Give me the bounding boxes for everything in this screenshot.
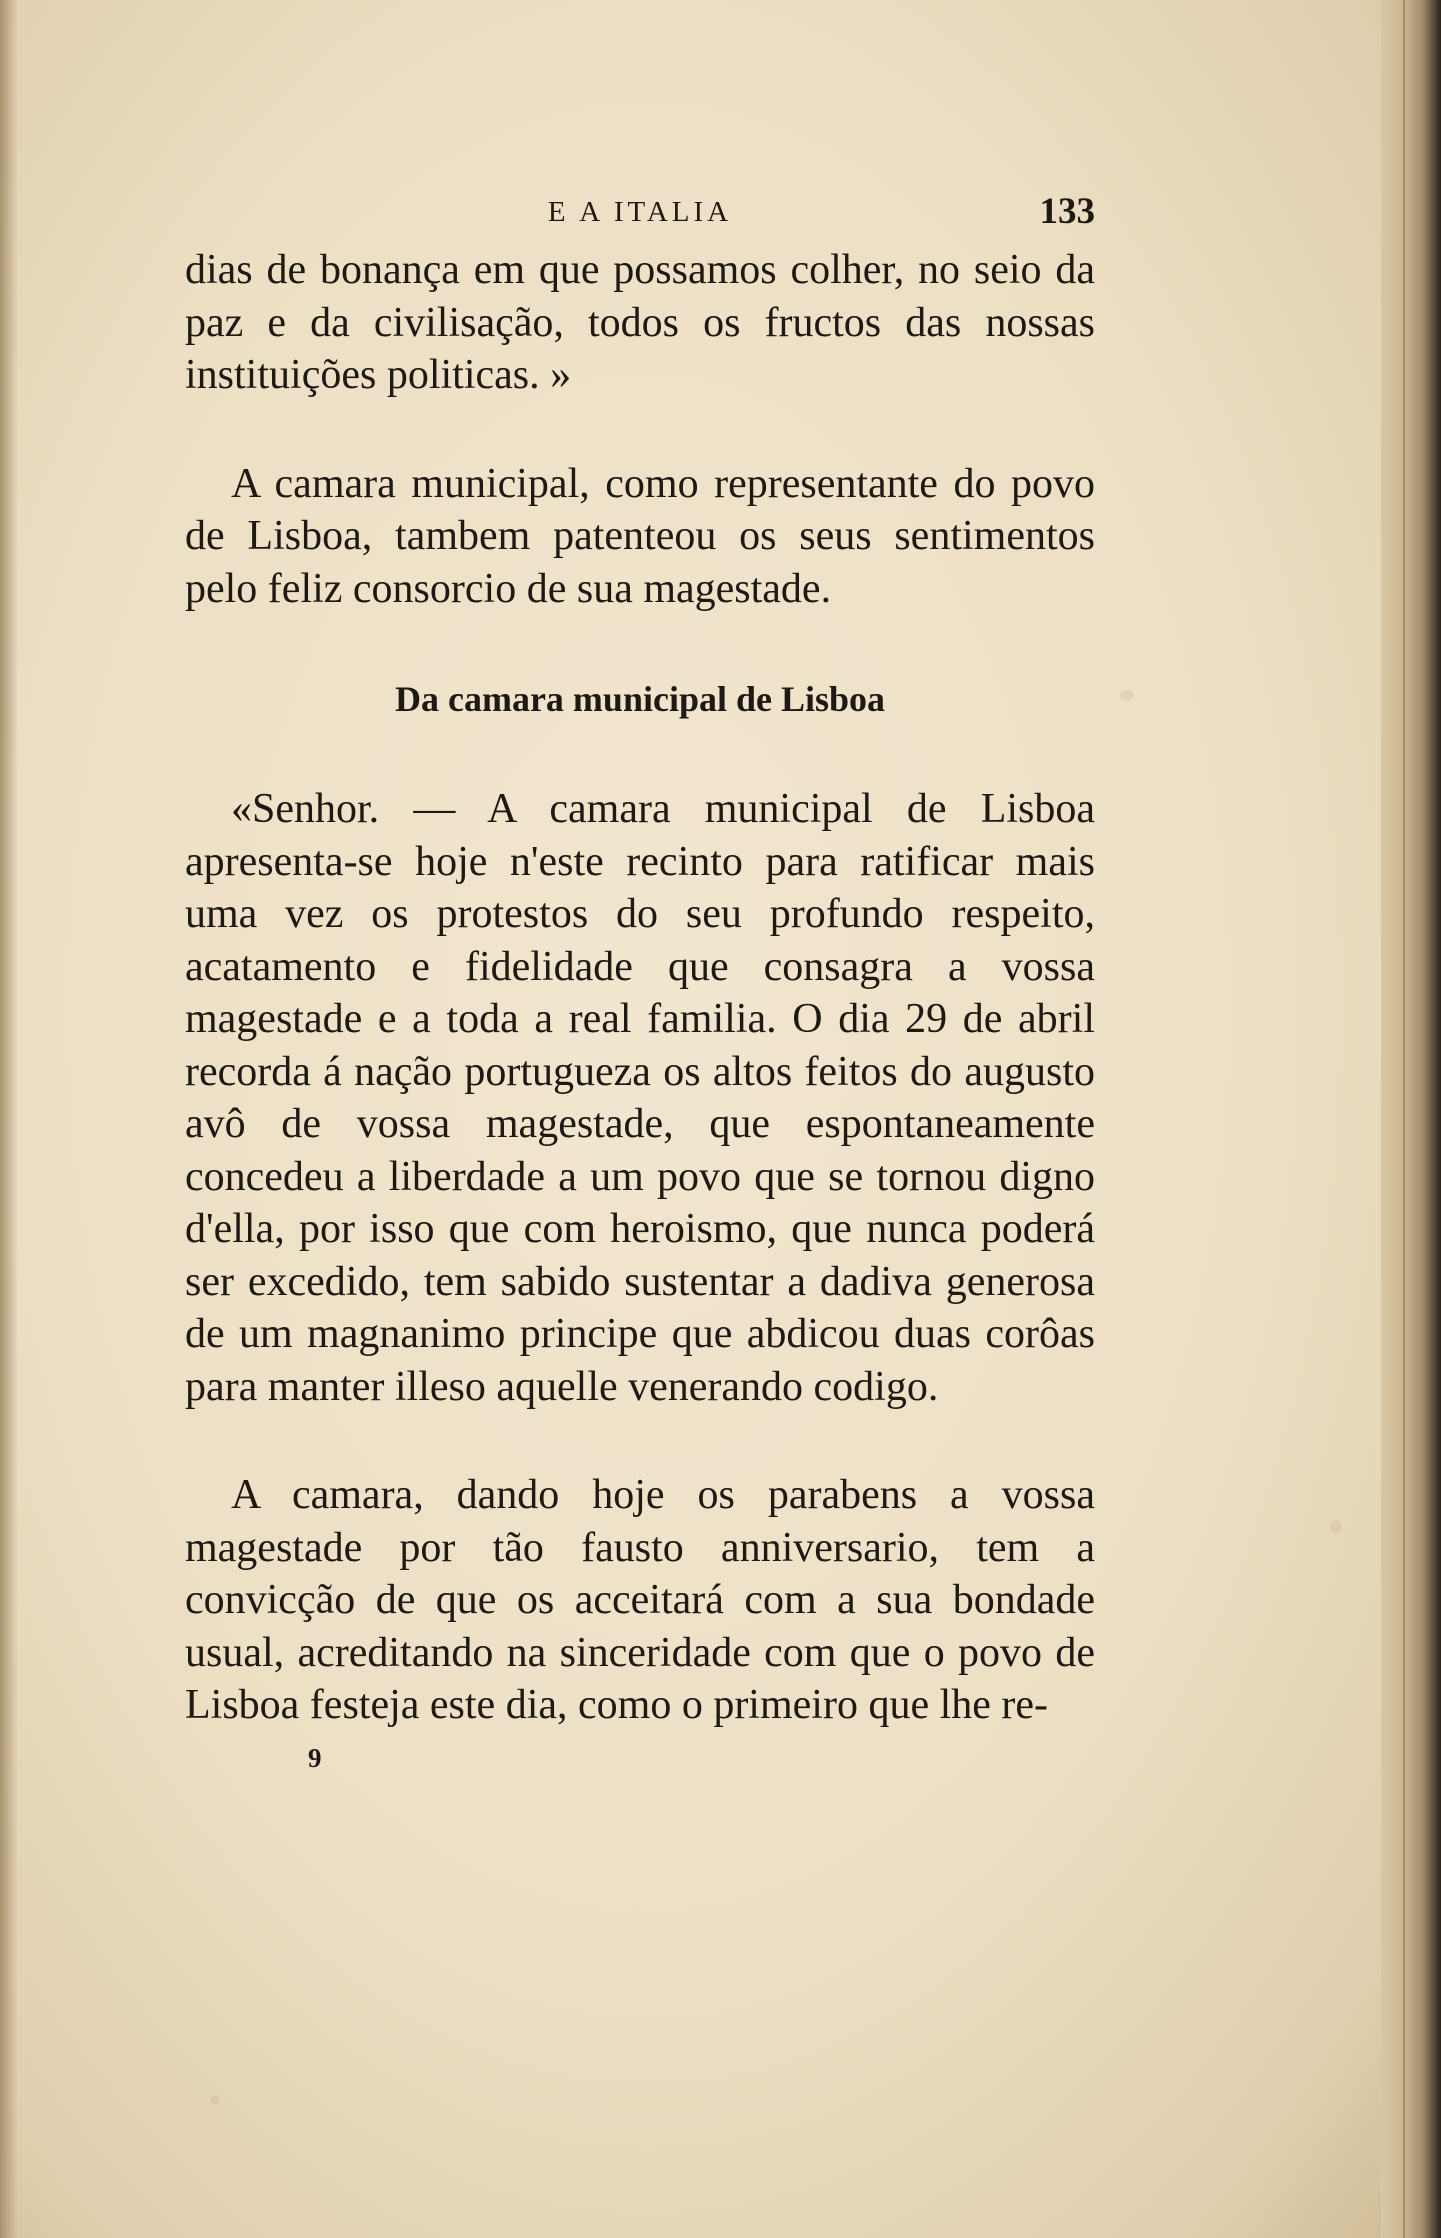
paragraph-continuation: dias de bonança em que possamos colher, no seio da paz e da civilisação, todos os fructos das nossas instituições politicas. » — [185, 247, 1095, 398]
book-spine-gutter — [1381, 0, 1441, 2238]
paragraph-senhor-address: «Senhor. — A camara municipal de Lisboa apresenta-se hoje n'este recinto para ratificar mais uma vez os protestos do seu profundo respeito, acatamento e fidelidade que consagra a vossa magestade e a toda a real familia. O dia 29 de abril recorda á nação portugueza os altos feitos do augusto avô de vossa magestade, que espontaneamente concedeu a liberdade a um povo que se tornou digno d'ella, por isso que com heroismo, que nunca poderá ser excedido, tem sabido sustentar a dadiva generosa de um magnanimo principe que abdicou duas corôas para manter illeso aquelle venerando codigo. — [185, 786, 1095, 1410]
paragraph-parabens: A camara, dando hoje os parabens a vossa magestade por tão fausto anniversario, tem a convicção de que os acceitará com a sua bondade usual, acreditando na sinceridade com que o povo de Lisboa festeja este dia, como o primeiro que lhe re- — [185, 1472, 1095, 1728]
paper-spot — [210, 2095, 220, 2104]
paper-spot — [1120, 690, 1134, 700]
page-left-edge-shadow — [0, 0, 18, 2238]
running-title: E A ITALIA — [547, 196, 733, 228]
signature-mark: 9 — [308, 1742, 322, 1773]
gutter-fold-line — [1403, 0, 1405, 2238]
text-block — [185, 186, 1095, 1784]
section-heading: Da camara municipal de Lisboa — [394, 679, 886, 719]
page-header — [185, 186, 1095, 238]
page-number: 133 — [1039, 191, 1095, 232]
paper-spot — [1330, 1520, 1342, 1532]
paragraph-camara-municipal: A camara municipal, como representante do povo de Lisboa, tambem patenteou os seus sentimentos pelo feliz consorcio de sua magestade. — [185, 460, 1095, 612]
